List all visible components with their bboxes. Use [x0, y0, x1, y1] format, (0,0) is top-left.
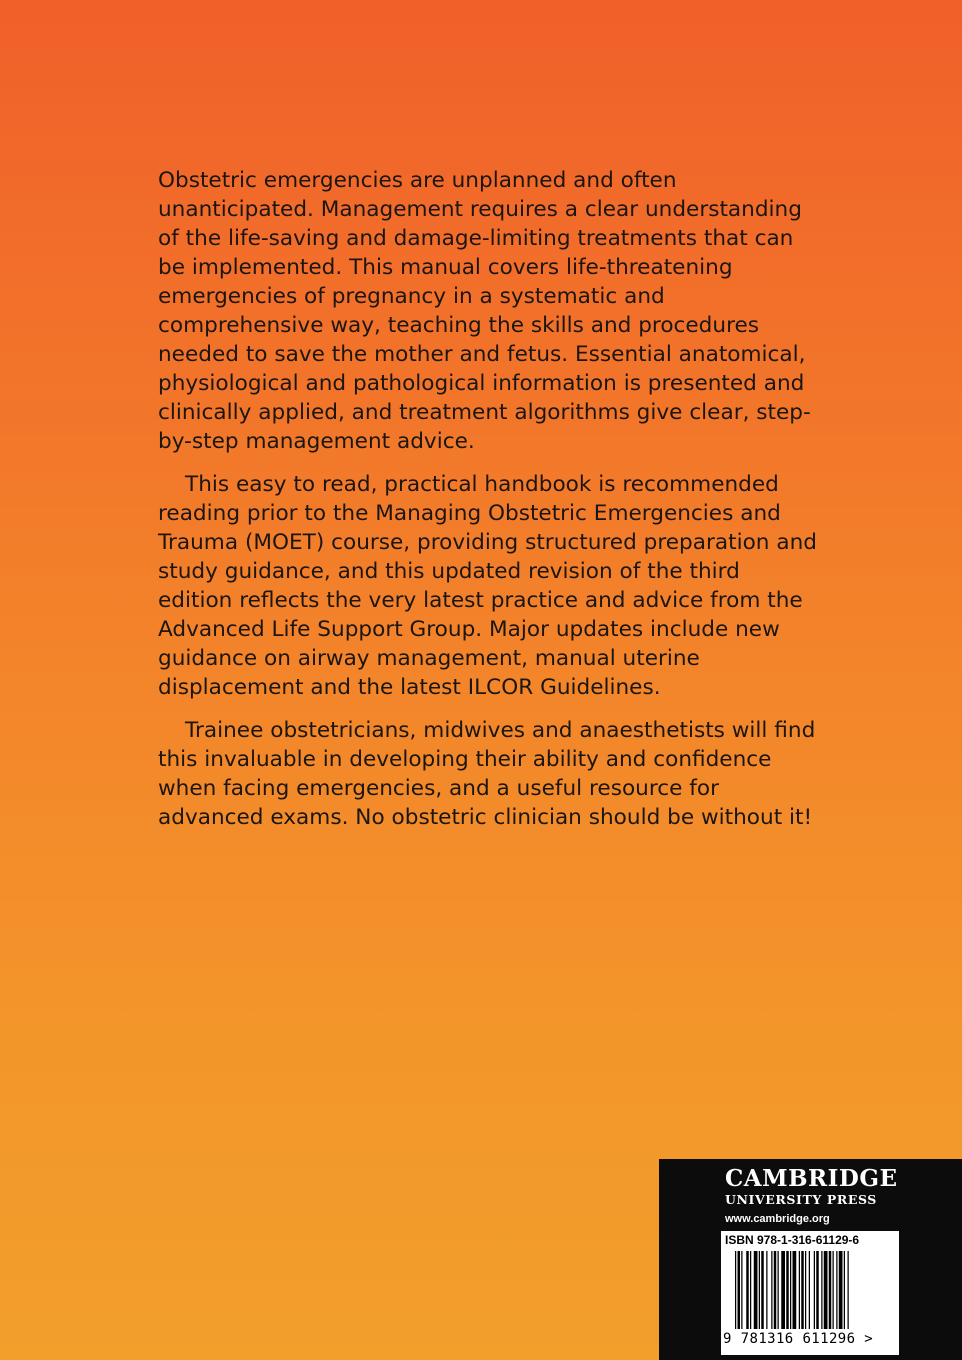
barcode-bar [848, 1251, 849, 1329]
publisher-url: www.cambridge.org [725, 1213, 830, 1225]
barcode-bar [754, 1251, 758, 1329]
barcode-bar [761, 1251, 764, 1329]
blurb-paragraph-3: Trainee obstetricians, midwives and anaesthetists will find this invaluable in developing their ability and confidence when facing emergencies, and a useful resource for advanced exams. No obstetric clinician should be without it! [158, 718, 816, 830]
barcode-bar [836, 1251, 837, 1329]
publisher-subtitle: UNIVERSITY PRESS [725, 1192, 877, 1207]
barcode-bar [774, 1251, 777, 1329]
barcode-bar [816, 1251, 819, 1329]
publisher-name: CAMBRIDGE [725, 1165, 898, 1192]
isbn-label: ISBN 978-1-316-61129-6 [725, 1233, 860, 1247]
barcode-bar [839, 1251, 843, 1329]
barcode-bar [824, 1251, 828, 1329]
barcode-bar [741, 1251, 742, 1329]
barcode-bar [778, 1251, 779, 1329]
barcode-bar [844, 1251, 845, 1329]
barcode-bar [746, 1251, 749, 1329]
blurb-paragraph-1: Obstetric emergencies are unplanned and often unanticipated. Management requires a clear understanding of the life-saving and damage-limiting treatments that can be implemented. This manual covers life-threatening emergencies of pregnancy in a systematic and comprehensive way, teaching the skills and procedures needed to save the mother and fetus. Essential anatomical, physiological and pathological information is presented and clinically applied, and treatment algorithms give clear, step-by-step management advice. [158, 168, 811, 454]
barcode-area [721, 1231, 899, 1355]
barcode-bar [790, 1251, 791, 1329]
barcode-icon [735, 1251, 885, 1329]
back-cover-blurb [158, 166, 818, 846]
barcode-bar [793, 1251, 797, 1329]
barcode-bar [766, 1251, 767, 1329]
barcode-bar [738, 1251, 741, 1329]
publisher-panel [659, 1159, 962, 1360]
barcode-bar [801, 1251, 804, 1329]
barcode-bar [771, 1251, 772, 1329]
barcode-bar [829, 1251, 832, 1329]
barcode-bar [786, 1251, 789, 1329]
barcode-bar [750, 1251, 751, 1329]
barcode-bar [799, 1251, 800, 1329]
barcode-bar [781, 1251, 785, 1329]
blurb-paragraph-2: This easy to read, practical handbook is recommended reading prior to the Managing Obstetric Emergencies and Trauma (MOET) course, providing structured preparation and study guidance, and this updated revision of the third edition reflects the very latest practice and advice from the Advanced Life Support Group. Major updates include new guidance on airway management, manual uterine displacement and the latest ILCOR Guidelines. [158, 472, 817, 700]
barcode-bar [814, 1251, 815, 1329]
barcode-bar [759, 1251, 760, 1329]
barcode-bar [805, 1251, 806, 1329]
barcode-bar [735, 1251, 736, 1329]
barcode-bar [833, 1251, 834, 1329]
barcode-digits: 9 781316 611296 > [723, 1331, 874, 1347]
barcode-bar [809, 1251, 810, 1329]
barcode-bar [821, 1251, 822, 1329]
